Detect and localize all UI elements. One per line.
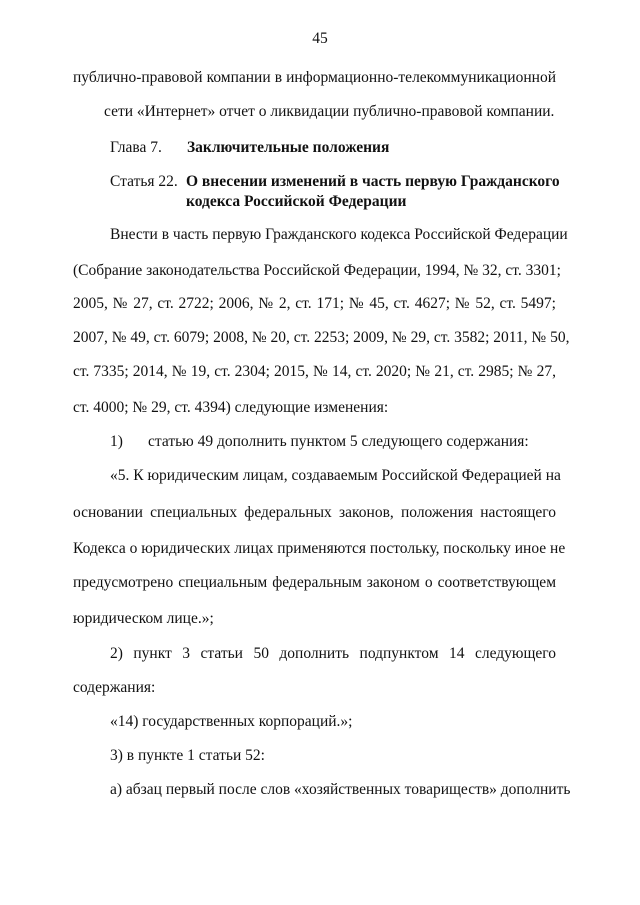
paragraph-line: 2) пункт 3 статьи 50 дополнить подпунктом 14 следующего xyxy=(110,645,556,662)
paragraph-line: «5. К юридическим лицам, создаваемым Российской Федерацией на xyxy=(110,467,561,484)
list-item-text: статью 49 дополнить пунктом 5 следующего содержания: xyxy=(148,433,529,450)
chapter-heading xyxy=(110,138,389,158)
paragraph-line: (Собрание законодательства Российской Федерации, 1994, № 32, ст. 3301; xyxy=(73,262,561,279)
page-number: 45 xyxy=(312,30,328,47)
paragraph-line: 3) в пункте 1 статьи 52: xyxy=(110,747,265,764)
paragraph-line: ст. 4000; № 29, ст. 4394) следующие изменения: xyxy=(73,399,389,416)
paragraph-line: Внести в часть первую Гражданского кодекса Российской Федерации xyxy=(110,226,568,243)
chapter-number: Глава 7. xyxy=(110,139,162,156)
paragraph-line: 2005, № 27, ст. 2722; 2006, № 2, ст. 171; № 45, ст. 4627; № 52, ст. 5497; xyxy=(73,295,556,312)
article-label: Статья 22. xyxy=(110,173,178,190)
article-title-line: кодекса Российской Федерации xyxy=(186,193,407,210)
paragraph-line: предусмотрено специальным федеральным законом о соответствующем xyxy=(73,574,556,591)
paragraph-line: 2007, № 49, ст. 6079; 2008, № 20, ст. 2253; 2009, № 29, ст. 3582; 2011, № 50, xyxy=(73,329,570,346)
paragraph-line: «14) государственных корпораций.»; xyxy=(110,713,353,730)
article-title xyxy=(186,172,560,212)
paragraph-line: ст. 7335; 2014, № 19, ст. 2304; 2015, № 14, ст. 2020; № 21, ст. 2985; № 27, xyxy=(73,363,556,380)
chapter-title: Заключительные положения xyxy=(187,139,390,156)
paragraph-line: сети «Интернет» отчет о ликвидации публично-правовой компании. xyxy=(104,103,555,120)
article-title-line: О внесении изменений в часть первую Гражданского xyxy=(186,173,560,190)
paragraph-line: а) абзац первый после слов «хозяйственных товариществ» дополнить xyxy=(110,781,571,798)
paragraph-line: юридическом лице.»; xyxy=(73,610,214,627)
list-item-number: 1) xyxy=(110,433,123,450)
paragraph-line: основании специальных федеральных законов, положения настоящего xyxy=(73,504,556,521)
paragraph-line: содержания: xyxy=(73,679,156,696)
paragraph-line: Кодекса о юридических лицах применяются постольку, поскольку иное не xyxy=(73,540,566,557)
list-item xyxy=(110,432,556,452)
paragraph-line: публично-правовой компании в информационно-телекоммуникационной xyxy=(73,69,556,86)
